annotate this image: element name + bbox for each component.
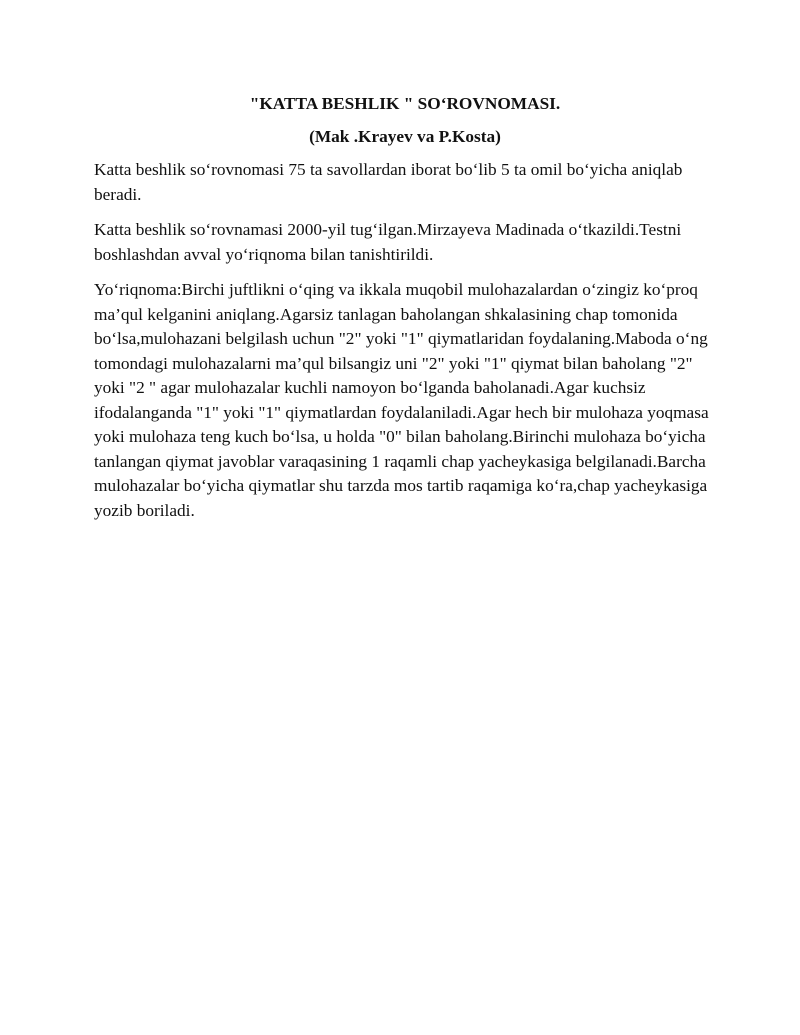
- paragraph-subject: Katta beshlik so‘rovnamasi 2000-yil tug‘ilgan.Mirzayeva Madinada o‘tkazildi.Testni boshlashdan avval yo‘riqnoma bilan tanishtirildi.: [94, 220, 682, 264]
- document-body: [94, 92, 716, 534]
- document-title: "KATTA BESHLIK " SO‘ROVNOMASI.: [249, 94, 561, 113]
- paragraph-intro: Katta beshlik so‘rovnomasi 75 ta savollardan iborat bo‘lib 5 ta omil bo‘yicha aniqlab beradi.: [94, 160, 683, 204]
- paragraph-instructions: Yo‘riqnoma:Birchi juftlikni o‘qing va ikkala muqobil mulohazalardan o‘zingiz ko‘proq ma’qul kelganini aniqlang.Agarsiz tanlagan baholangan shkalasining chap tomonida bo‘lsa,mulohazani belgilash uchun "2" yoki "1" qiymatlaridan foydalaning.Maboda o‘ng tomondagi mulohazalarni ma’qul bilsangiz uni "2" yoki "1" qiymat bilan baholang "2" yoki "2 " agar mulohazalar kuchli namoyon bo‘lganda baholanadi.Agar kuchsiz ifodalanganda "1" yoki "1" qiymatlardan foydalaniladi.Agar hech bir mulohaza yoqmasa yoki mulohaza teng kuch bo‘lsa, u holda "0" bilan baholang.Birinchi mulohaza bo‘yicha tanlangan qiymat javoblar varaqasining 1 raqamli chap yacheykasiga belgilanadi.Barcha mulohazalar bo‘yicha qiymatlar shu tarzda mos tartib raqamiga ko‘ra,chap yacheykasiga yozib boriladi.: [94, 280, 709, 520]
- document-subtitle: (Mak .Krayev va P.Kosta): [309, 127, 501, 146]
